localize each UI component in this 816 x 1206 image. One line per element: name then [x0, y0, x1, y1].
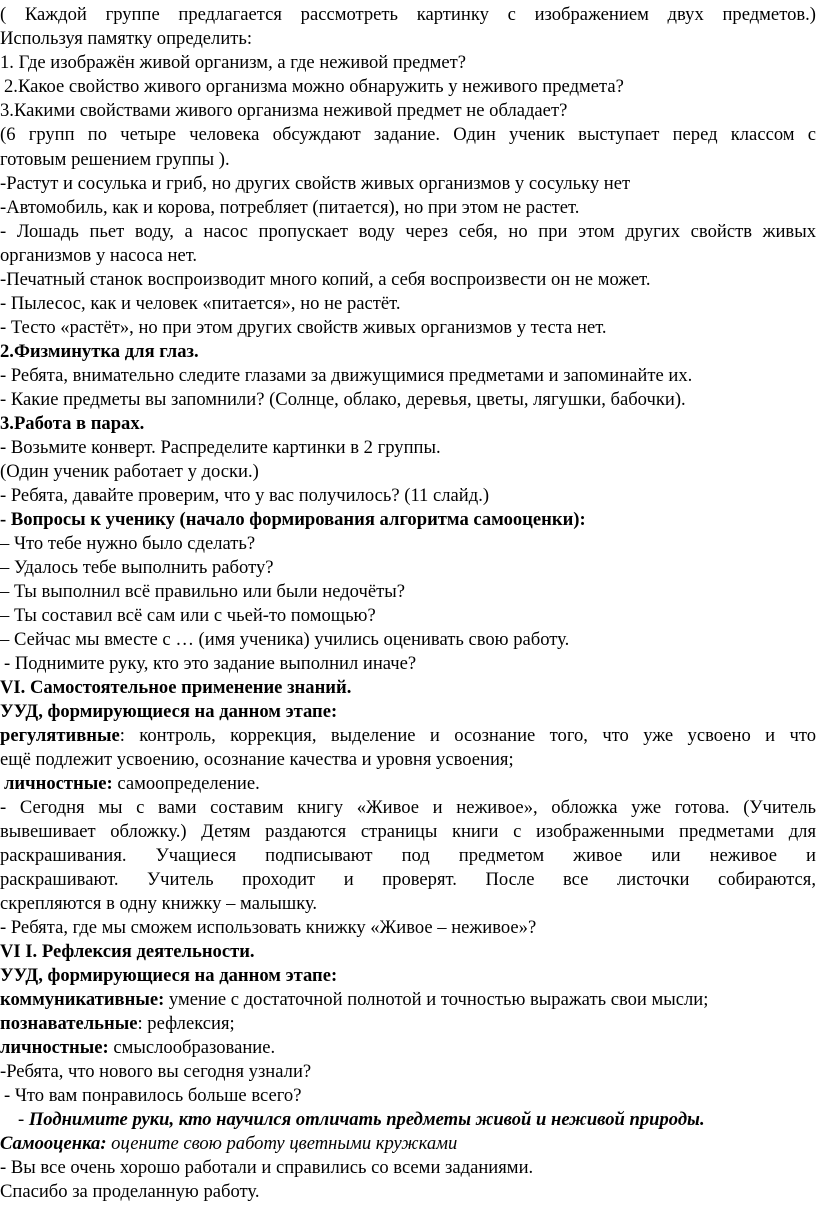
- student-question: – Сейчас мы вместе с … (имя ученика) учились оценивать свою работу.: [0, 629, 570, 650]
- uud-personal: [4, 772, 816, 796]
- pair-work-line: - Ребята, давайте проверим, что у вас получилось? (11 слайд.): [0, 485, 490, 506]
- uud-heading: УУД, формирующиеся на данном этапе:: [0, 965, 338, 986]
- book-paragraph-line: - Сегодня мы с вами составим книгу «Живое и неживое», обложка уже готова. (Учитель: [0, 797, 816, 818]
- student-question: – Удалось тебе выполнить работу?: [0, 557, 274, 578]
- questions-heading: - Вопросы к ученику (начало формирования алгоритма самооценки):: [0, 509, 586, 530]
- intro-paragraph-line: Используя памятку определить:: [0, 28, 253, 49]
- student-question: – Что тебе нужно было сделать?: [0, 533, 256, 554]
- question-3: 3.Какими свойствами живого организма неживой предмет не обладает?: [0, 100, 568, 121]
- term-text: самоопределение.: [112, 773, 260, 794]
- group-note-line: готовым решением группы ).: [0, 149, 230, 170]
- answer-car: -Автомобиль, как и корова, потребляет (питается), но при этом не растет.: [0, 197, 580, 218]
- reflection-instruction: [18, 1108, 816, 1132]
- answer-printer: -Печатный станок воспроизводит много копий, а себя воспроизвести он не может.: [0, 269, 651, 290]
- section-heading-eye-exercise: 2.Физминутка для глаз.: [0, 341, 199, 362]
- self-assessment-label: Самооценка:: [0, 1133, 107, 1154]
- answer-horse-cont: организмов у насоса нет.: [0, 245, 198, 266]
- section-heading-reflection: VI I. Рефлексия деятельности.: [0, 941, 255, 962]
- term-regulatory: регулятивные: [0, 725, 120, 746]
- answer-vacuum: - Пылесос, как и человек «питается», но не растёт.: [0, 293, 401, 314]
- term-personal: личностные:: [4, 773, 113, 794]
- answer-icicle: -Растут и сосулька и гриб, но других свойств живых организмов у сосульку нет: [0, 173, 631, 194]
- eye-exercise-line: - Какие предметы вы запомнили? (Солнце, облако, деревья, цветы, лягушки, бабочки).: [0, 389, 686, 410]
- section-heading-pair-work: 3.Работа в парах.: [0, 413, 145, 434]
- student-question: – Ты выполнил всё правильно или были недочёты?: [0, 581, 405, 602]
- term-cognitive: познавательные: [0, 1013, 138, 1034]
- emphasized-instruction: Поднимите руки, кто научился отличать предметы живой и неживой природы.: [28, 1109, 705, 1130]
- uud-heading: УУД, формирующиеся на данном этапе:: [0, 701, 338, 722]
- question-2: 2.Какое свойство живого организма можно обнаружить у неживого предмета?: [4, 76, 624, 97]
- uud-communicative: [0, 988, 816, 1012]
- term-text: : рефлексия;: [137, 1013, 235, 1034]
- student-question: - Поднимите руку, кто это задание выполнил иначе?: [4, 653, 417, 674]
- intro-paragraph-line: ( Каждой группе предлагается рассмотреть картинку с изображением двух предметов.): [0, 4, 816, 25]
- uud-regulatory: [0, 724, 816, 748]
- book-paragraph-line: раскрашивают. Учитель проходит и проверят. После все листочки собираются,: [0, 869, 816, 890]
- self-assessment: [0, 1132, 816, 1156]
- answer-dough: - Тесто «растёт», но при этом других свойств живых организмов у теста нет.: [0, 317, 607, 338]
- dash: -: [18, 1109, 29, 1130]
- pair-work-line: (Один ученик работает у доски.): [0, 461, 259, 482]
- book-paragraph-line: вывешивает обложку.) Детям раздаются страницы книги с изображенными предметами для: [0, 821, 816, 842]
- book-paragraph-line: раскрашивания. Учащиеся подписывают под предметом живое или неживое и: [0, 845, 816, 866]
- term-text: смыслообразование.: [108, 1037, 276, 1058]
- eye-exercise-line: - Ребята, внимательно следите глазами за движущимися предметами и запоминайте их.: [0, 365, 693, 386]
- uud-personal-meaning: [0, 1036, 816, 1060]
- answer-horse: - Лошадь пьет воду, а насос пропускает воду через себя, но при этом других свойств живых: [0, 221, 816, 242]
- self-assessment-text: оцените свою работу цветными кружками: [106, 1133, 458, 1154]
- book-paragraph-line: скрепляются в одну книжку – малышку.: [0, 893, 318, 914]
- uud-regulatory-cont: ещё подлежит усвоению, осознание качества и уровня усвоения;: [0, 749, 514, 770]
- reflection-question: - Что вам понравилось больше всего?: [4, 1085, 302, 1106]
- student-question: – Ты составил всё сам или с чьей-то помощью?: [0, 605, 376, 626]
- term-text: : контроль, коррекция, выделение и осознание того, что уже усвоено и что: [119, 725, 816, 746]
- uud-cognitive: [0, 1012, 816, 1036]
- term-personal: личностные:: [0, 1037, 109, 1058]
- term-text: умение с достаточной полнотой и точностью выражать свои мысли;: [164, 989, 709, 1010]
- closing-line: Спасибо за проделанную работу.: [0, 1181, 260, 1202]
- pair-work-line: - Возьмите конверт. Распределите картинки в 2 группы.: [0, 437, 441, 458]
- section-heading-independent: VI. Самостоятельное применение знаний.: [0, 677, 352, 698]
- closing-line: - Вы все очень хорошо работали и справились со всеми заданиями.: [0, 1157, 534, 1178]
- reflection-question: -Ребята, что нового вы сегодня узнали?: [0, 1061, 312, 1082]
- question-1: 1. Где изображён живой организм, а где неживой предмет?: [0, 52, 466, 73]
- group-note-line: (6 групп по четыре человека обсуждают задание. Один ученик выступает перед классом с: [0, 124, 816, 145]
- book-question: - Ребята, где мы сможем использовать книжку «Живое – неживое»?: [0, 917, 537, 938]
- term-communicative: коммуникативные:: [0, 989, 165, 1010]
